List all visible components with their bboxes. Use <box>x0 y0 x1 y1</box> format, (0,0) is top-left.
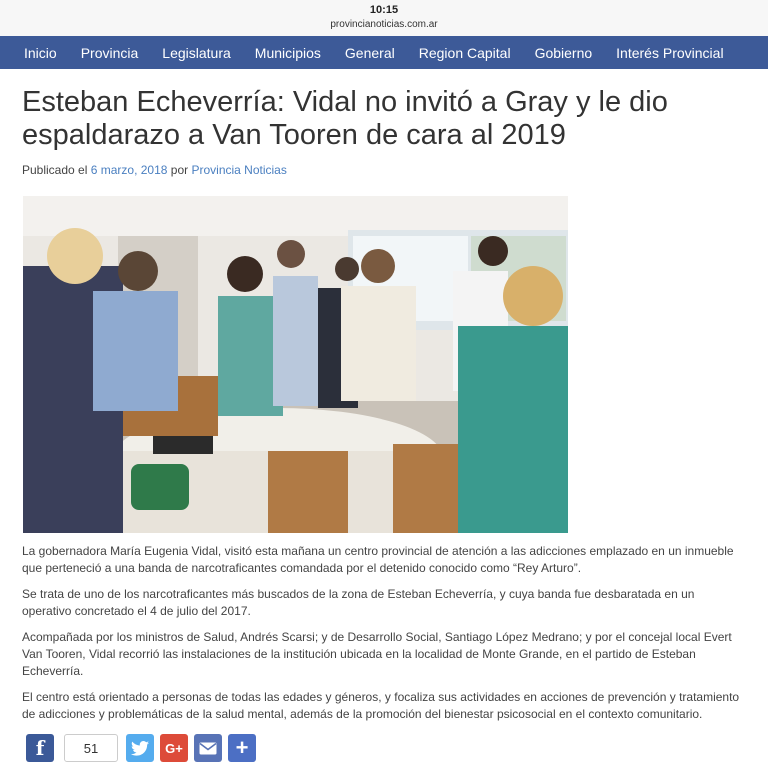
nav-item-gobierno[interactable]: Gobierno <box>534 44 593 61</box>
share-count: 51 <box>64 734 118 762</box>
nav-item-legislatura[interactable]: Legislatura <box>162 44 231 61</box>
nav-item-interes-provincial[interactable]: Interés Provincial <box>616 44 724 61</box>
article-photo <box>23 196 568 533</box>
browser-status-bar <box>0 0 768 36</box>
share-bar <box>26 734 262 762</box>
article-paragraph: Acompañada por los ministros de Salud, Andrés Scarsi; y de Desarrollo Social, Santiago López Medrano; y por el concejal local Evert Van Tooren, Vidal recorrió las instalaciones de la institución ubicada en la localidad de Monte Grande, en el partido de Esteban Echeverría. <box>22 630 732 678</box>
article-title: Esteban Echeverría: Vidal no invitó a Gray y le dio espaldarazo a Van Tooren de cara al 2019 <box>22 86 668 151</box>
article-body <box>22 543 747 732</box>
facebook-icon: f <box>35 736 45 760</box>
main-navigation <box>0 36 768 69</box>
twitter-share-button[interactable] <box>126 734 154 762</box>
nav-item-region-capital[interactable]: Region Capital <box>418 44 511 61</box>
nav-item-general[interactable]: General <box>344 44 395 61</box>
article-date-link[interactable]: 6 marzo, 2018 <box>90 163 168 177</box>
facebook-share-button[interactable] <box>26 734 54 762</box>
address-bar-url[interactable]: provincianoticias.com.ar <box>330 19 438 30</box>
nav-item-inicio[interactable]: Inicio <box>24 44 57 61</box>
googleplus-icon: G+ <box>165 740 183 756</box>
more-share-button[interactable] <box>228 734 256 762</box>
clock: 10:15 <box>369 4 399 16</box>
plus-icon: + <box>235 735 249 760</box>
article-meta <box>22 163 287 177</box>
article-photo-illustration <box>23 196 568 533</box>
published-label: Publicado el <box>22 163 88 177</box>
googleplus-share-button[interactable] <box>160 734 188 762</box>
nav-item-provincia[interactable]: Provincia <box>80 44 139 61</box>
email-icon <box>199 742 217 755</box>
article-paragraph: Se trata de uno de los narcotraficantes más buscados de la zona de Esteban Echeverría, y cuya banda fue desbaratada en un operativo concretado el 4 de julio del 2017. <box>22 587 695 618</box>
twitter-icon <box>131 741 149 756</box>
nav-item-municipios[interactable]: Municipios <box>254 44 321 61</box>
email-share-button[interactable] <box>194 734 222 762</box>
article-author-link[interactable]: Provincia Noticias <box>191 163 287 177</box>
article-paragraph: El centro está orientado a personas de todas las edades y géneros, y focaliza sus actividades en acciones de prevención y tratamiento de adicciones y problemáticas de la salud mental, además de la promoción del bienestar psicosocial en el contexto comunitario. <box>22 690 740 721</box>
by-label: por <box>170 163 189 177</box>
article-paragraph: La gobernadora María Eugenia Vidal, visitó esta mañana un centro provincial de atención a las adicciones emplazado en un inmueble que perteneció a una banda de narcotraficantes comandada por el detenido conocido como “Rey Arturo”. <box>22 544 734 575</box>
